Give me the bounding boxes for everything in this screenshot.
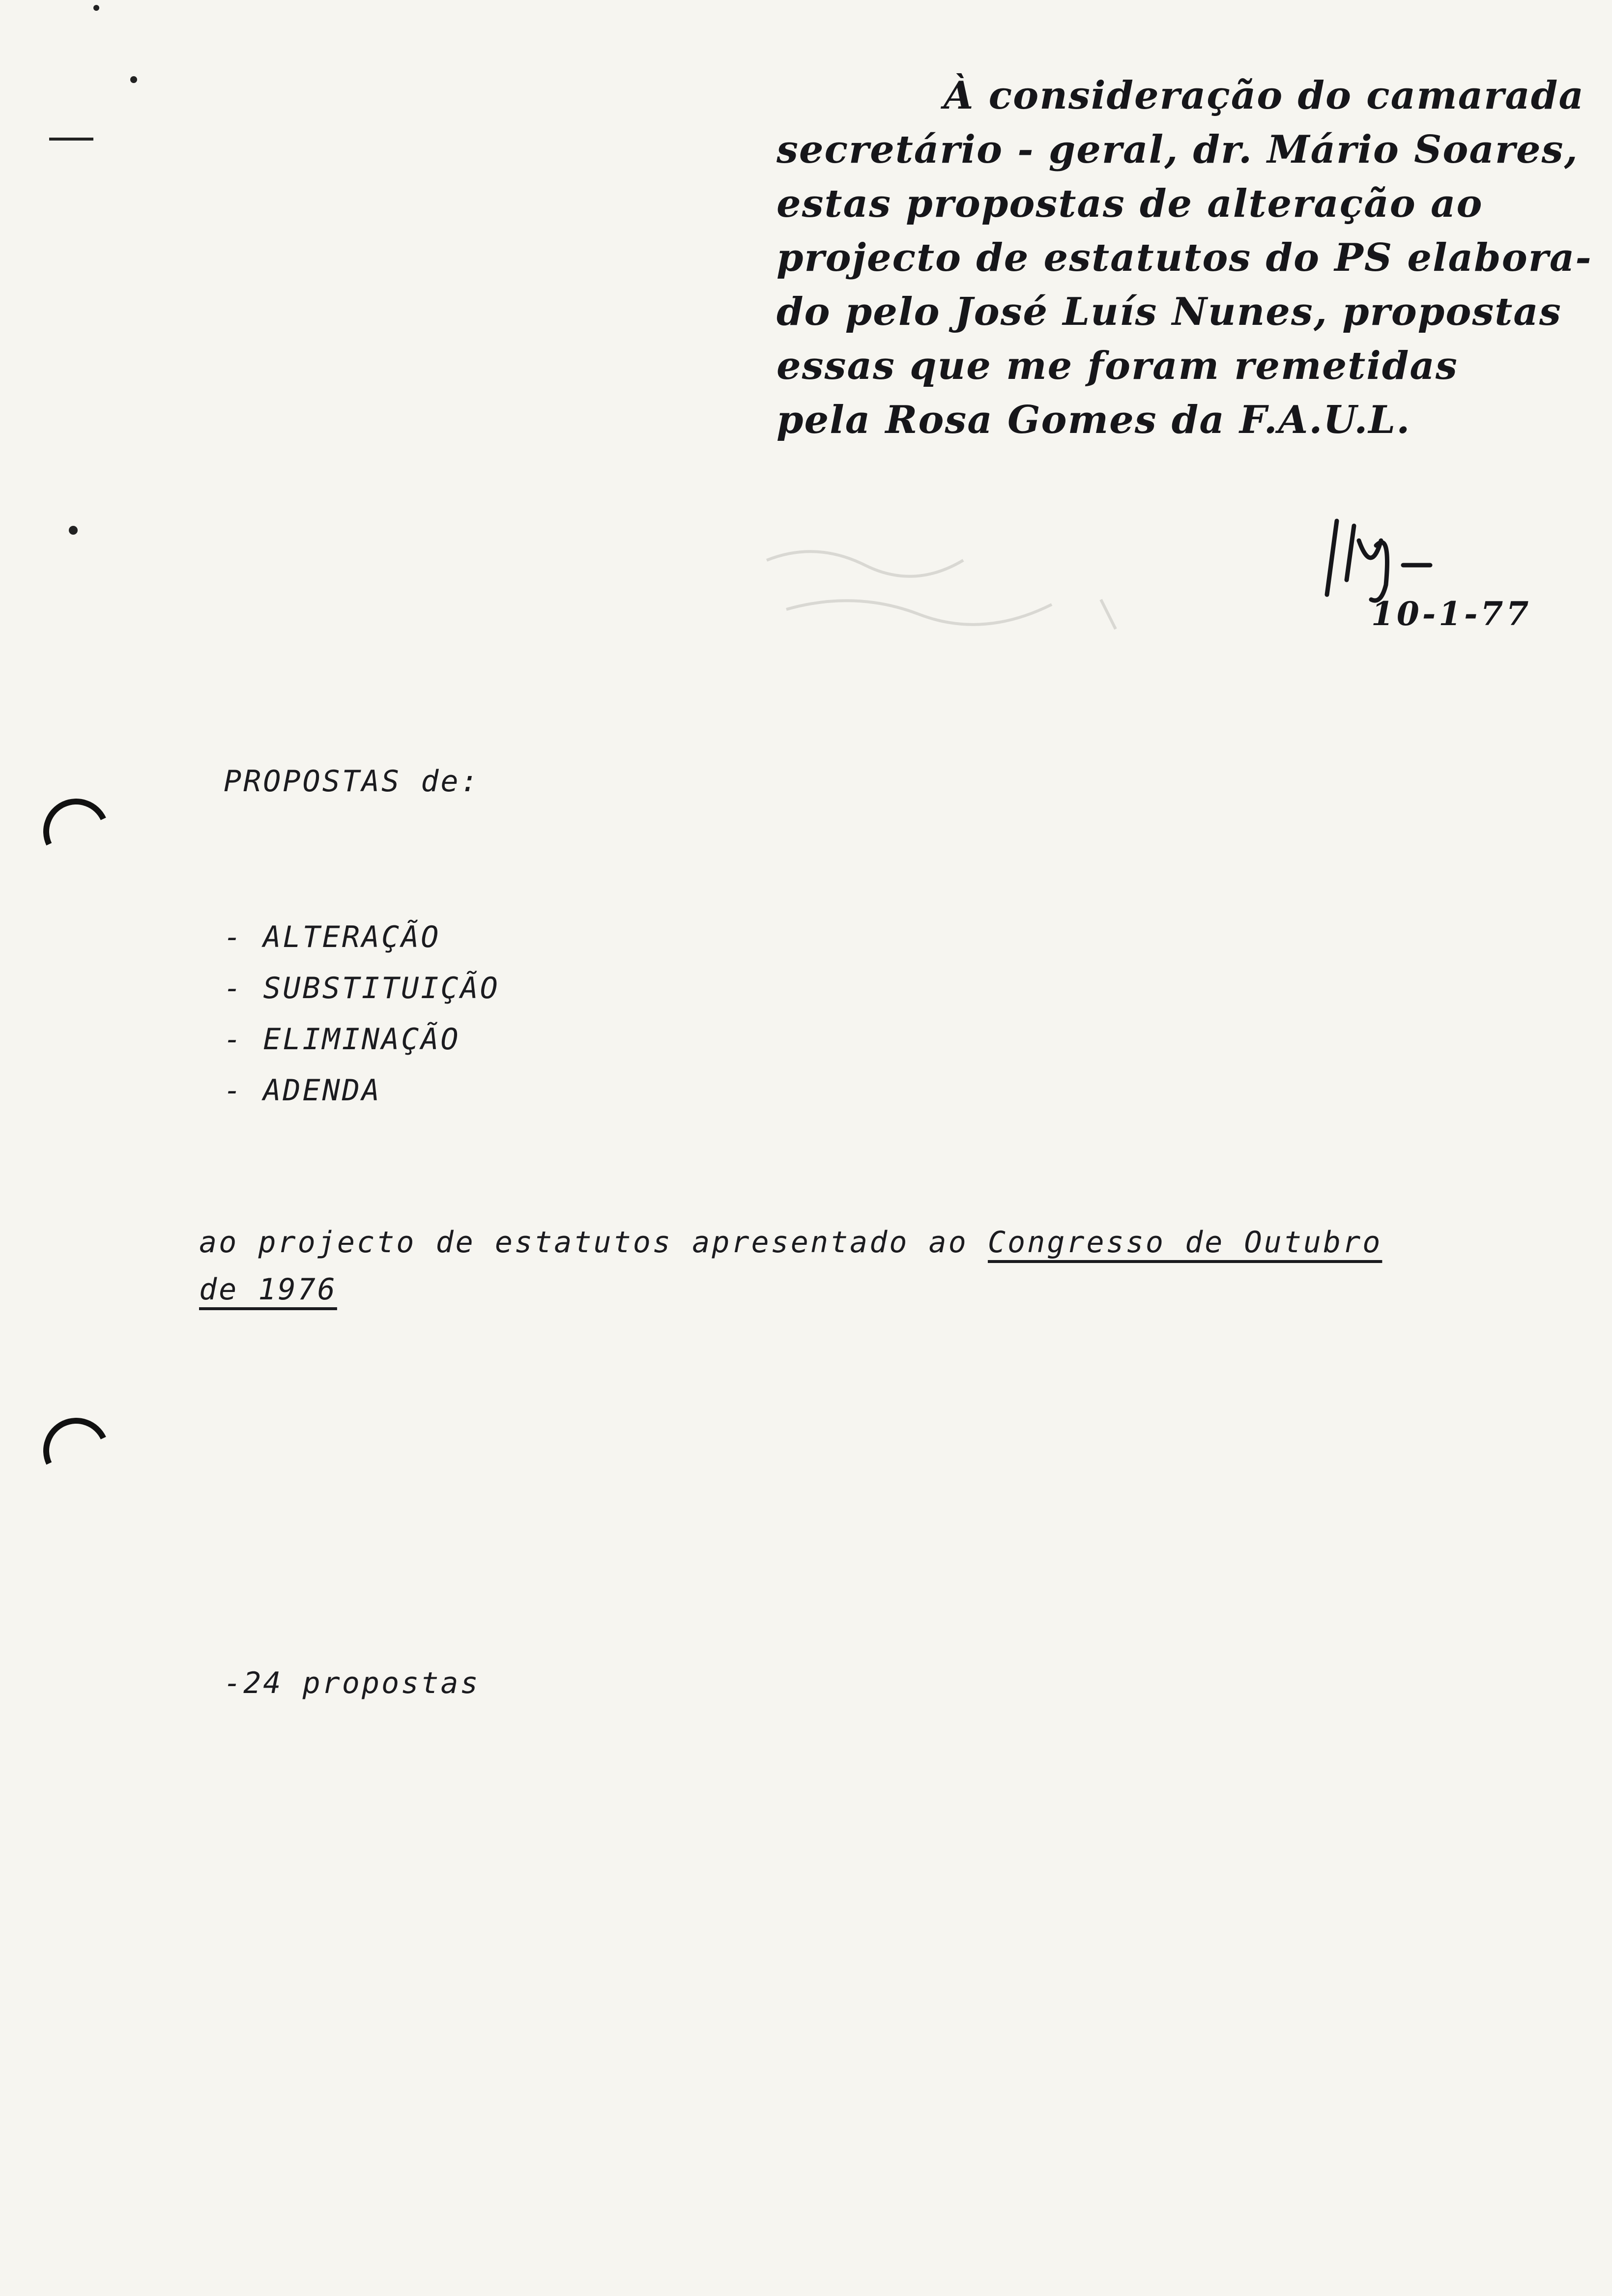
note-line: do pelo José Luís Nunes, propostas bbox=[777, 289, 1562, 334]
list-item: - ELIMINAÇÃO bbox=[224, 1022, 461, 1057]
note-line: essas que me foram remetidas bbox=[777, 344, 1458, 388]
punch-hole-bottom bbox=[34, 1408, 118, 1493]
list-item: - SUBSTITUIÇÃO bbox=[224, 971, 500, 1005]
speck bbox=[130, 76, 137, 83]
proposals-heading: PROPOSTAS de: bbox=[224, 764, 480, 799]
intro-paragraph bbox=[199, 1219, 1382, 1313]
speck bbox=[93, 5, 99, 11]
year-underlined: de 1976 bbox=[199, 1272, 337, 1307]
congress-underlined: Congresso de Outubro bbox=[987, 1225, 1382, 1260]
note-line: secretário - geral, dr. Mário Soares, bbox=[777, 127, 1579, 172]
signature-block bbox=[1307, 511, 1563, 659]
intro-text: ao projecto de estatutos apresentado ao bbox=[199, 1225, 988, 1260]
speck bbox=[69, 526, 78, 535]
signature-date: 10-1-77 bbox=[1371, 595, 1532, 633]
list-item: - ADENDA bbox=[224, 1073, 381, 1108]
note-line: À consideração do camarada bbox=[944, 73, 1584, 118]
punch-hole-top bbox=[34, 789, 118, 874]
faint-pencil-marks bbox=[757, 531, 1199, 639]
proposals-count: -24 propostas bbox=[224, 1666, 480, 1700]
margin-mark bbox=[49, 138, 93, 141]
note-line: projecto de estatutos do PS elabora- bbox=[777, 235, 1592, 280]
handwritten-note bbox=[777, 69, 1602, 447]
proposal-kinds-list bbox=[224, 912, 500, 1116]
note-line: estas propostas de alteração ao bbox=[777, 181, 1483, 226]
note-line: pela Rosa Gomes da F.A.U.L. bbox=[777, 398, 1411, 442]
list-item: - ALTERAÇÃO bbox=[224, 920, 441, 954]
